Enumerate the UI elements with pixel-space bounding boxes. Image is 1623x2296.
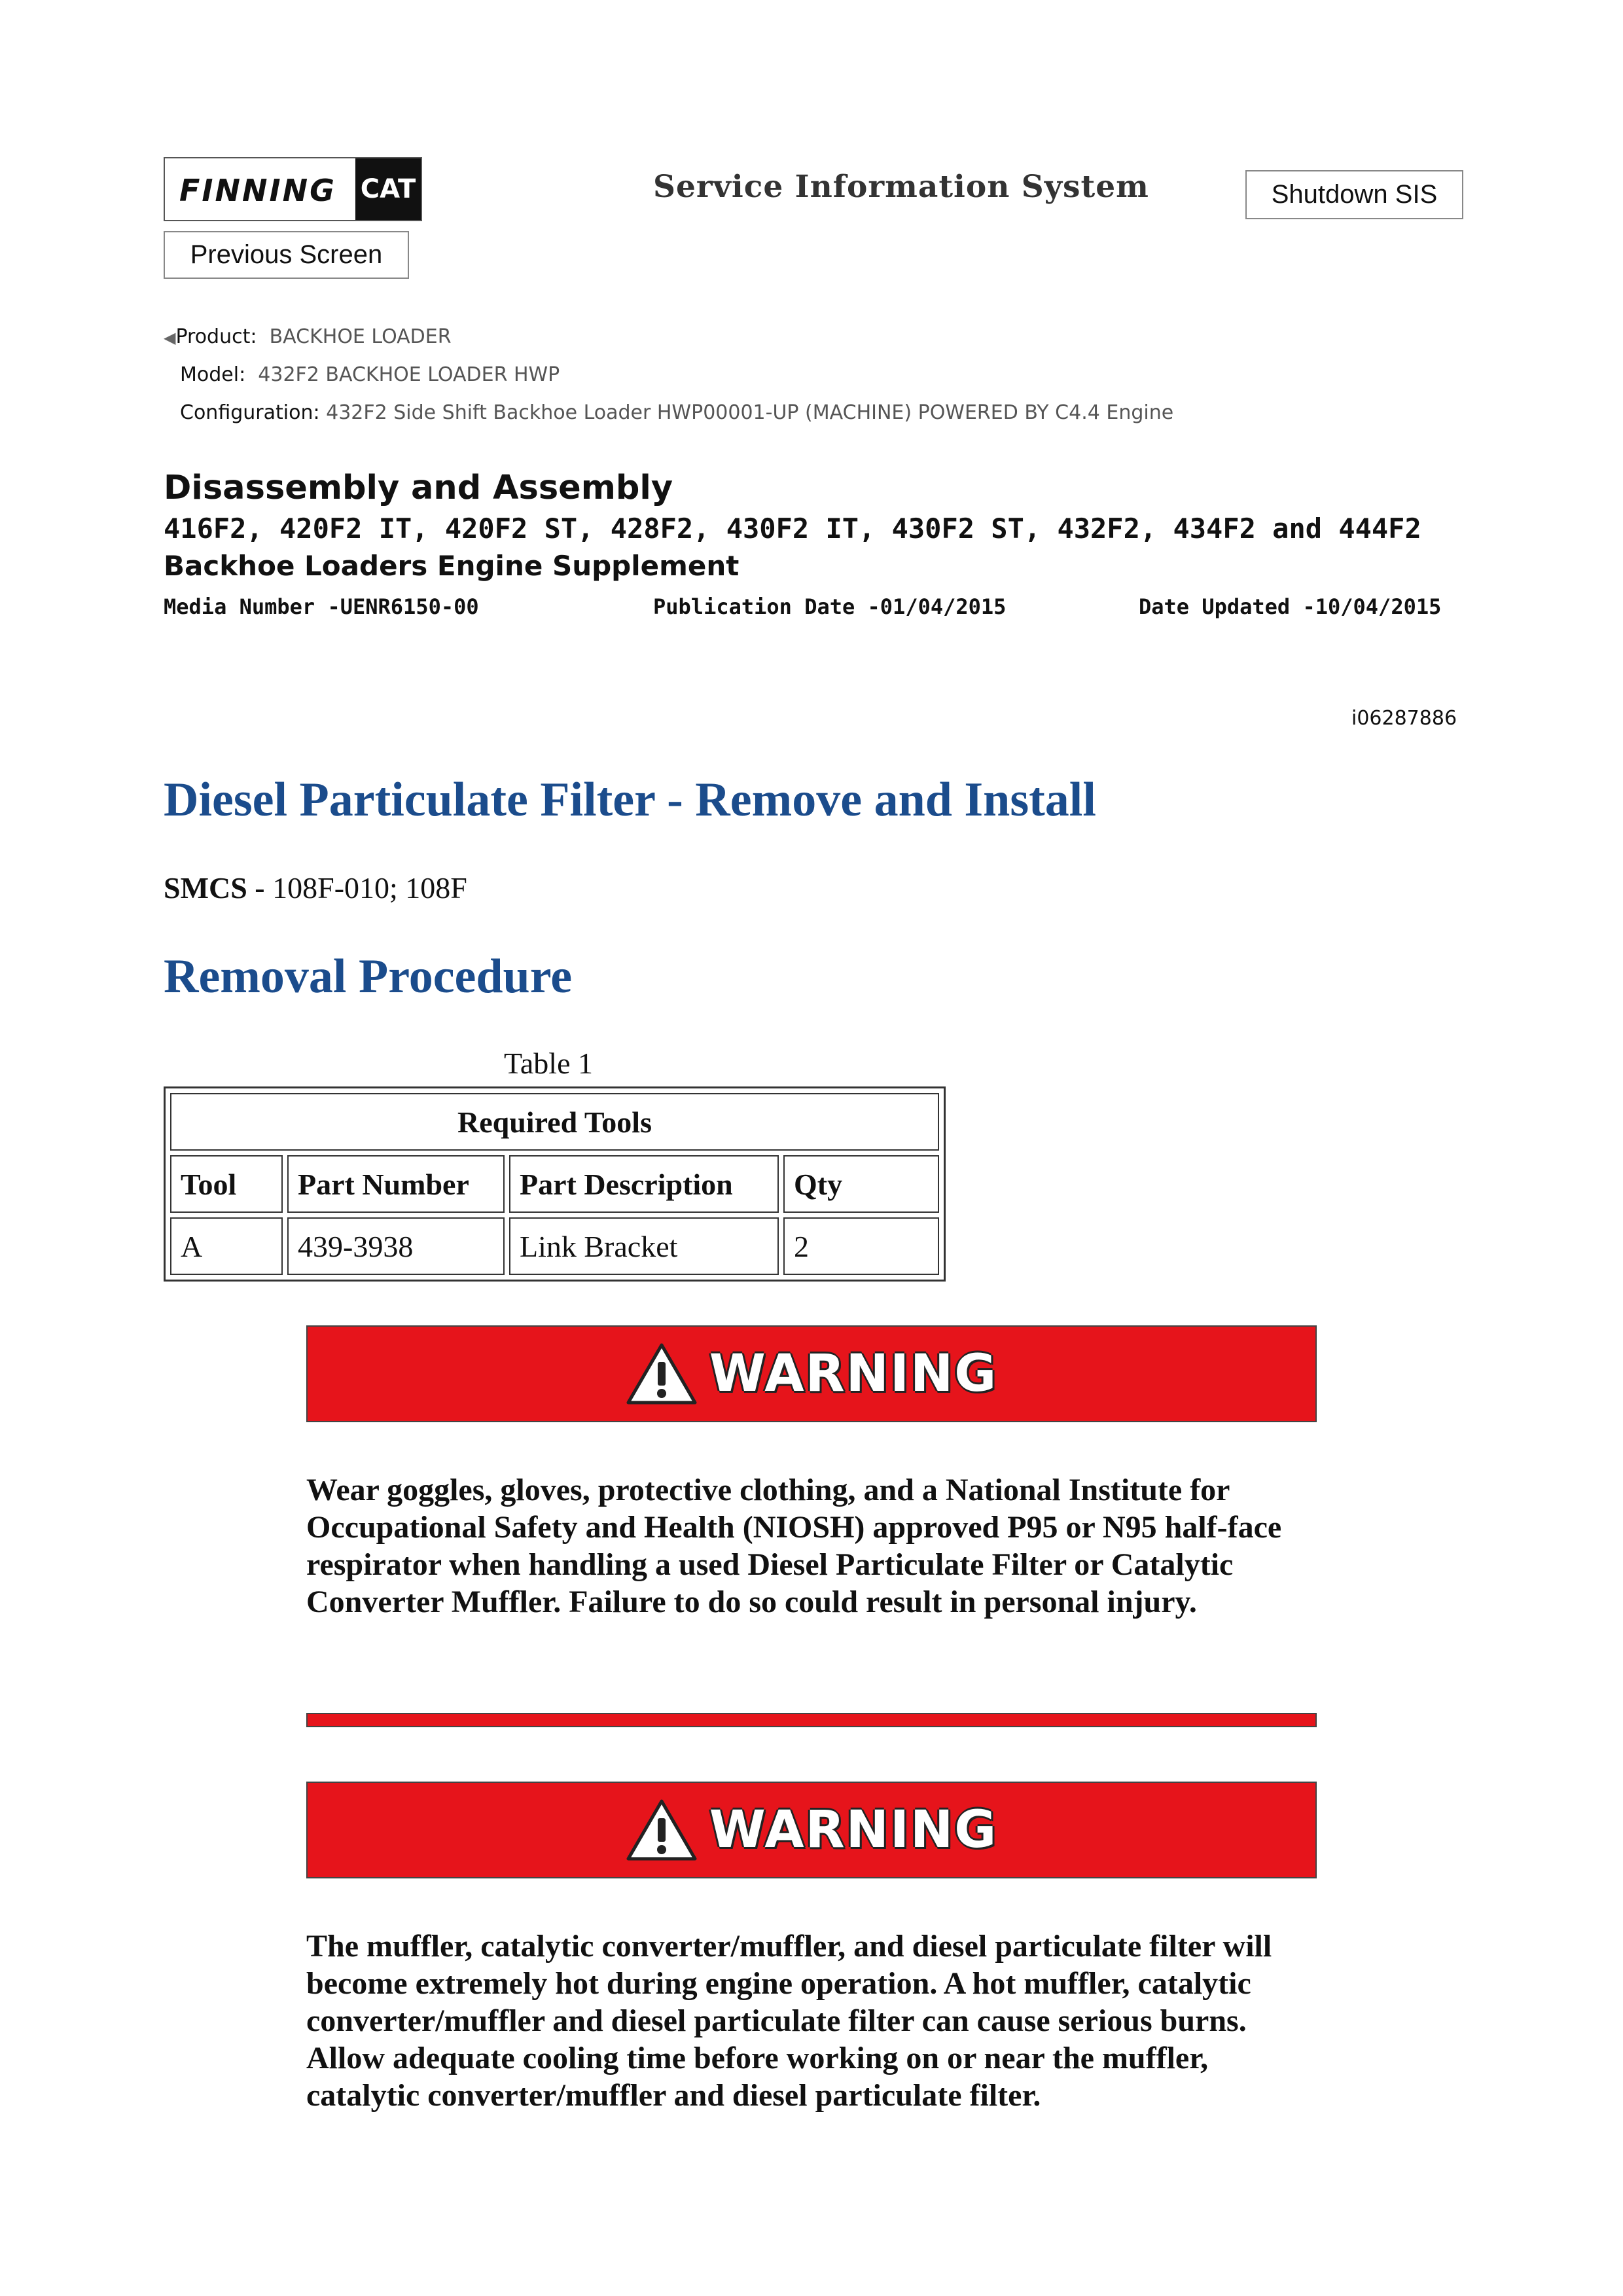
warning-text: The muffler, catalytic converter/muffler, and diesel particulate filter will become extremely hot during engine operation. A hot muffler, catalytic converter/muffler and diesel particulate filter can cause serious burns. Allow adequate cooling time before working on or near the muffler, catalytic converter/muffler and diesel particulate filter. (306, 1929, 1272, 2113)
publication-date: Publication Date -01/04/2015 (653, 594, 1007, 619)
product-value: BACKHOE LOADER (269, 325, 452, 348)
column-header-part-number: Part Number (287, 1155, 505, 1213)
product-label: Product: (175, 325, 257, 348)
warning-end-divider (306, 1713, 1317, 1727)
warning-triangle-icon (626, 1342, 698, 1405)
date-updated: Date Updated -10/04/2015 (1139, 594, 1442, 619)
model-line (180, 363, 560, 386)
warning-banner (306, 1782, 1317, 1878)
document-id: i06287886 (1351, 707, 1457, 730)
required-tools-table (164, 1086, 946, 1282)
cat-logo-text: CAT (360, 174, 416, 204)
warning-triangle-icon (626, 1799, 698, 1861)
document-title: Disassembly and Assembly (164, 469, 673, 507)
finning-logo-text: FINNING (179, 173, 336, 208)
cell-part-description: Link Bracket (509, 1217, 779, 1275)
finning-cat-logo (164, 157, 422, 221)
model-label: Model: (180, 363, 246, 386)
smcs-label: SMCS - (164, 871, 265, 905)
column-header-tool: Tool (170, 1155, 283, 1213)
cat-logo (355, 158, 421, 220)
column-header-part-description: Part Description (509, 1155, 779, 1213)
system-title: Service Information System (653, 169, 1149, 205)
warning-label: WARNING (709, 1344, 998, 1403)
warning-banner (306, 1325, 1317, 1422)
smcs-value: 108F-010; 108F (272, 871, 467, 905)
section-heading: Removal Procedure (164, 950, 573, 1003)
table-header-row (170, 1155, 939, 1213)
cell-qty: 2 (783, 1217, 939, 1275)
document-subtitle-models: 416F2, 420F2 IT, 420F2 ST, 428F2, 430F2 IT, 430F2 ST, 432F2, 434F2 and 444F2 (164, 512, 1421, 545)
configuration-label: Configuration: (180, 401, 320, 424)
back-arrow-icon[interactable]: ◀ (164, 329, 176, 347)
document-subtitle: Backhoe Loaders Engine Supplement (164, 550, 740, 582)
table-row (170, 1217, 939, 1275)
shutdown-sis-button[interactable]: Shutdown SIS (1245, 170, 1463, 219)
column-header-qty: Qty (783, 1155, 939, 1213)
cell-tool: A (170, 1217, 283, 1275)
configuration-line (180, 401, 1173, 424)
product-line (164, 325, 452, 348)
warning-label: WARNING (709, 1801, 998, 1859)
warning-text: Wear goggles, gloves, protective clothing, and a National Institute for Occupational Safety and Health (NIOSH) approved P95 or N95 half-face respirator when handling a used Diesel Particulate Filter or Catalytic Converter Muffler. Failure to do so could result in personal injury. (306, 1473, 1282, 1619)
media-number: Media Number -UENR6150-00 (164, 594, 479, 619)
previous-screen-button[interactable]: Previous Screen (164, 231, 409, 279)
page-title: Diesel Particulate Filter - Remove and Install (164, 773, 1096, 827)
smcs-line (164, 870, 467, 905)
table-title: Required Tools (170, 1093, 939, 1151)
table-caption: Table 1 (504, 1047, 594, 1080)
model-value: 432F2 BACKHOE LOADER HWP (258, 363, 560, 386)
cell-part-number: 439-3938 (287, 1217, 505, 1275)
configuration-value: 432F2 Side Shift Backhoe Loader HWP00001-UP (MACHINE) POWERED BY C4.4 Engine (326, 401, 1174, 424)
